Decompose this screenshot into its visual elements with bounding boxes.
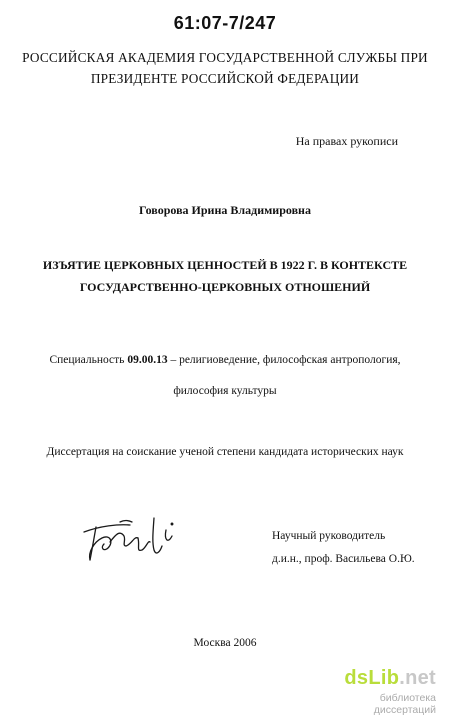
organization-line-1: РОССИЙСКАЯ АКАДЕМИЯ ГОСУДАРСТВЕННОЙ СЛУЖБЫ ПРИ	[22, 50, 428, 65]
logo-main: dsLib	[344, 667, 400, 689]
manuscript-rights-note: На правах рукописи	[295, 134, 398, 148]
specialty-line-2: философия культуры	[173, 385, 277, 397]
supervisor-label: Научный руководитель	[272, 530, 386, 542]
document-code: 61:07-7/247	[173, 13, 277, 33]
handwritten-signature	[80, 512, 190, 564]
logo-tail: .net	[399, 667, 436, 689]
specialty-line-1	[0, 354, 450, 366]
degree-statement: Диссертация на соискание ученой степени кандидата исторических наук	[46, 446, 404, 458]
organization-line-2: ПРЕЗИДЕНТЕ РОССИЙСКОЙ ФЕДЕРАЦИИ	[90, 71, 360, 86]
city-year: Москва 2006	[193, 637, 257, 649]
watermark-subtitle: библиотека диссертаций	[373, 692, 436, 716]
specialty-code: 09.00.13	[127, 354, 168, 366]
specialty-rest: – религиоведение, философская антропология,	[167, 354, 401, 366]
specialty-prefix: Специальность	[49, 354, 128, 366]
thesis-title-line-2: ГОСУДАРСТВЕННО-ЦЕРКОВНЫХ ОТНОШЕНИЙ	[79, 280, 371, 294]
dslib-watermark[interactable]	[318, 667, 436, 716]
author-name: Говорова Ирина Владимировна	[139, 203, 311, 217]
dslib-logo[interactable]	[318, 667, 436, 690]
supervisor-name: д.и.н., проф. Васильева О.Ю.	[272, 553, 415, 565]
thesis-title-line-1: ИЗЪЯТИЕ ЦЕРКОВНЫХ ЦЕННОСТЕЙ В 1922 Г. В КОНТЕКСТЕ	[42, 258, 408, 272]
